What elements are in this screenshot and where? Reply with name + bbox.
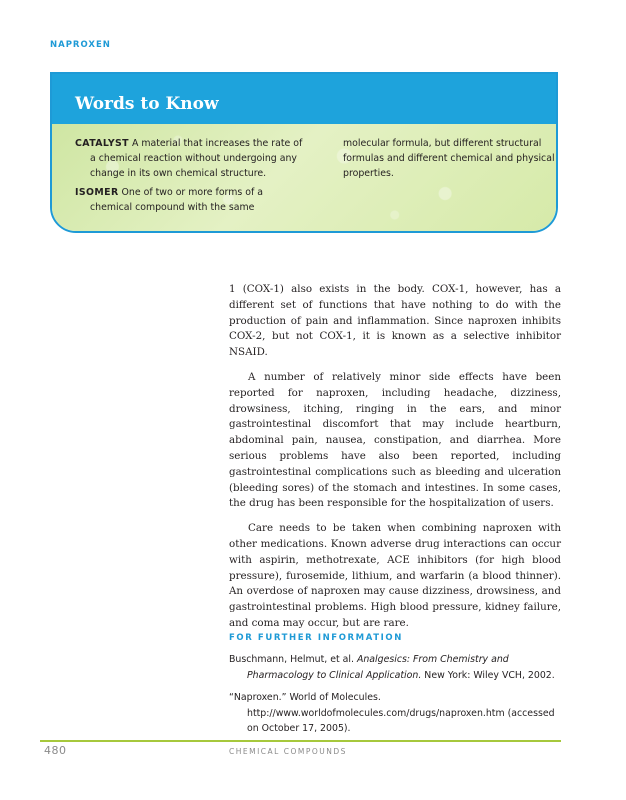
glossary-definition: One of two or more forms of a chemical compound with the same	[90, 187, 264, 213]
words-to-know-body	[52, 124, 556, 231]
reference-item	[229, 690, 561, 737]
reference-item	[229, 652, 561, 683]
words-to-know-title: Words to Know	[75, 94, 219, 114]
glossary-column-left	[75, 136, 307, 219]
glossary-column-right	[328, 136, 558, 185]
glossary-definition: A material that increases the rate of a chemical reaction without undergoing any change in its own chemical structure.	[90, 138, 303, 179]
glossary-term-catalyst	[75, 136, 307, 181]
glossary-term-isomer	[75, 185, 307, 215]
glossary-definition: molecular formula, but different structural formulas and different chemical and physical properties.	[343, 138, 555, 179]
page-number: 480	[44, 744, 67, 757]
glossary-term-isomer-continued	[328, 136, 558, 181]
reference-web-source: “Naproxen.” World of Molecules. http://www.worldofmolecules.com/drugs/naproxen.htm (accessed on October 17, 2005).	[229, 692, 555, 734]
body-paragraph: Care needs to be taken when combining naproxen with other medications. Known adverse drug interactions can occur with aspirin, methotrexate, ACE inhibitors (for high blood pressure), furosemide, lithium, and warfarin (a blood thinner). An overdose of naproxen may cause dizziness, drowsiness, and gastrointestinal problems. High blood pressure, kidney failure, and coma may occur, but are rare.	[229, 522, 561, 629]
words-to-know-box	[50, 72, 558, 233]
reference-title: Analgesics: From Chemistry and Pharmacology to Clinical Application.	[247, 654, 509, 681]
words-to-know-header	[52, 74, 556, 124]
footer-rule	[40, 740, 561, 742]
book-title: CHEMICAL COMPOUNDS	[229, 747, 347, 756]
glossary-word: ISOMER	[75, 187, 119, 198]
further-information-list	[229, 652, 561, 744]
reference-author: Buschmann, Helmut, et al.	[229, 654, 357, 665]
reference-publisher: New York: Wiley VCH, 2002.	[421, 669, 555, 681]
running-head: NAPROXEN	[50, 40, 111, 50]
body-paragraph: 1 (COX-1) also exists in the body. COX-1, however, has a different set of functions that have nothing to do with the production of pain and inflammation. Since naproxen inhibits COX-2, but not COX-1, it is known as a selective inhibitor NSAID.	[229, 283, 561, 359]
body-paragraph: A number of relatively minor side effects have been reported for naproxen, including headache, dizziness, drowsiness, itching, ringing in the ears, and minor gastrointestinal discomfort that may include heartburn, abdominal pain, nausea, constipation, and diarrhea. More serious problems have also been reported, including gastrointestinal complications such as bleeding and ulceration (bleeding sores) of the stomach and intestines. In some cases, the drug has been responsible for the hospitalization of users.	[229, 370, 561, 510]
body-text	[229, 282, 561, 641]
glossary-word: CATALYST	[75, 138, 129, 149]
further-information-heading: FOR FURTHER INFORMATION	[229, 633, 403, 643]
